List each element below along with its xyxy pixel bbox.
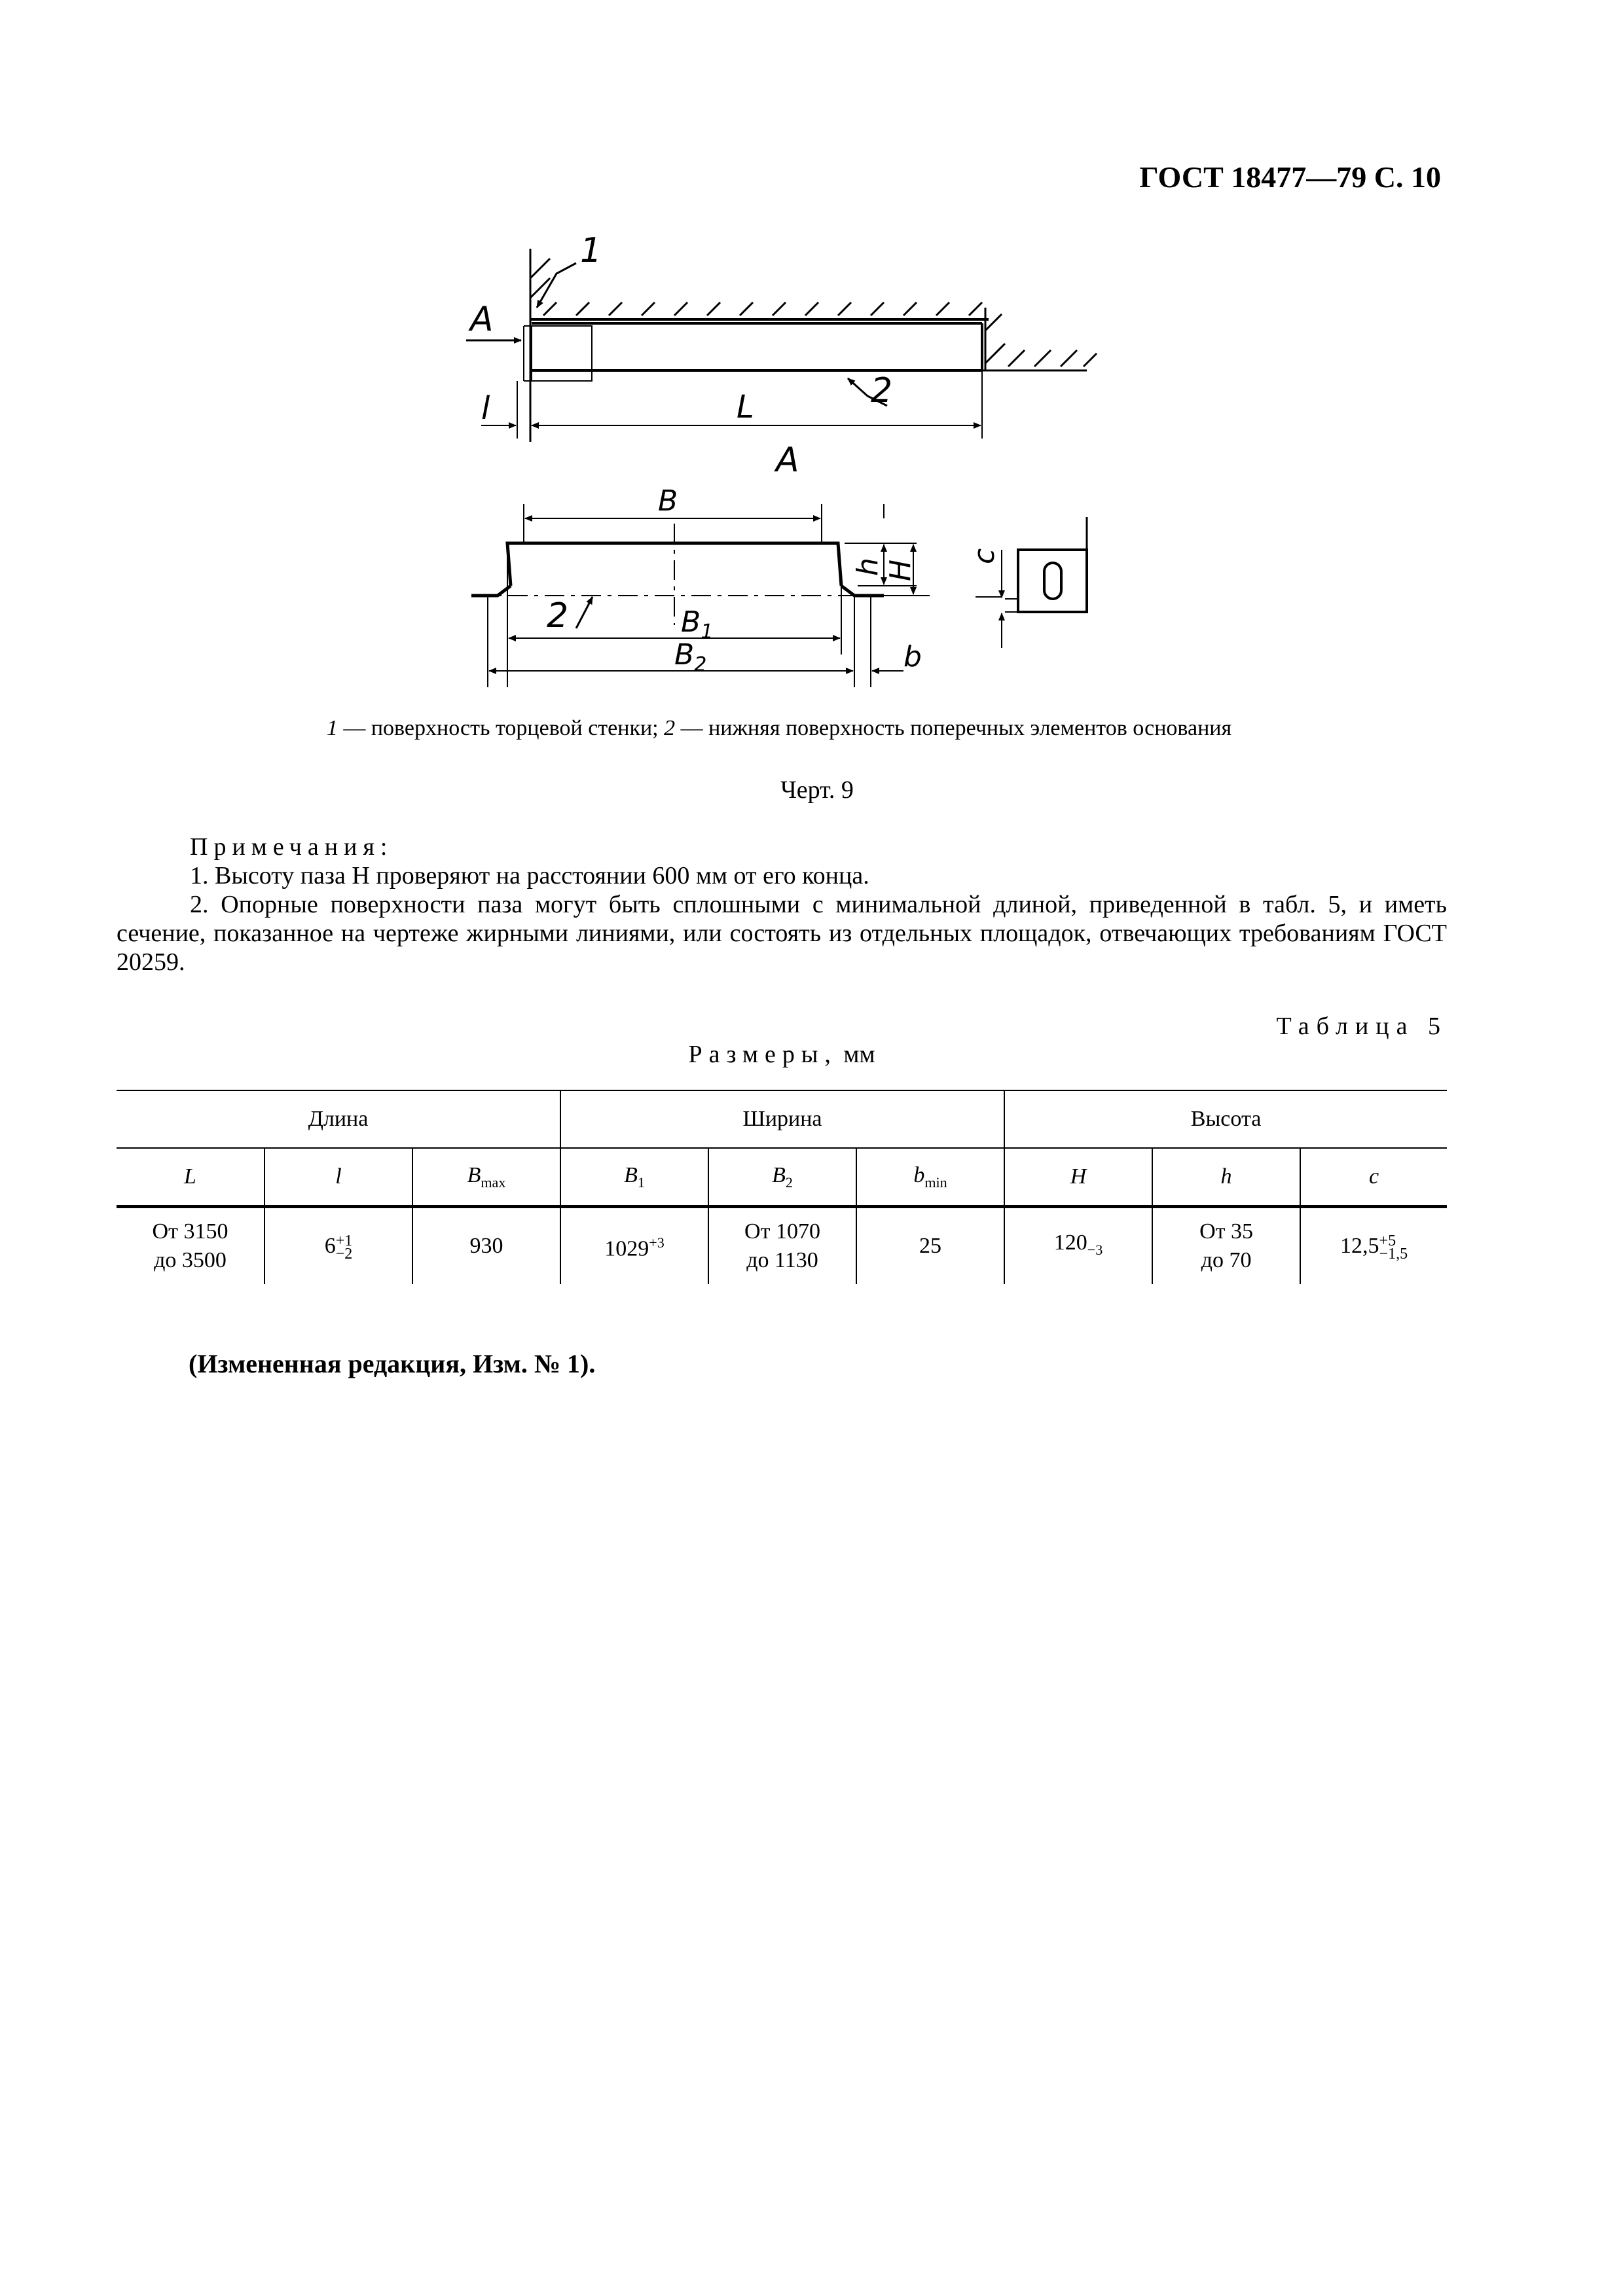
caption-number-1: 1 bbox=[326, 716, 338, 740]
view-arrow-label: A bbox=[470, 300, 494, 339]
cell-c: 12,5+5 −1,5 bbox=[1300, 1207, 1447, 1285]
cell-B2: От 1070 до 1130 bbox=[708, 1207, 856, 1285]
cell-h: От 35 до 70 bbox=[1152, 1207, 1300, 1285]
technical-drawing bbox=[0, 0, 1623, 707]
caption-text-1: — поверхность торцевой стенки; bbox=[337, 716, 665, 740]
leader-2-bottom-label: 2 bbox=[547, 596, 569, 636]
col-H: H bbox=[1004, 1148, 1152, 1207]
page-header: ГОСТ 18477—79 С. 10 bbox=[1139, 160, 1441, 194]
caption-text-2: — нижняя поверхность поперечных элементов основания bbox=[675, 716, 1232, 740]
dim-B-label: B bbox=[658, 484, 678, 518]
dim-B2-label: $B_2$ bbox=[674, 638, 707, 676]
note-item: 1. Высоту паза Н проверяют на расстоянии 600 мм от его конца. bbox=[190, 862, 869, 889]
caption-number-2: 2 bbox=[664, 716, 676, 740]
cell-B1: $1029^{+3}$ bbox=[560, 1207, 708, 1285]
col-h: h bbox=[1152, 1148, 1300, 1207]
col-B1: $B_1$ bbox=[560, 1148, 708, 1207]
dim-h-label: h bbox=[851, 558, 884, 576]
group-height: Высота bbox=[1004, 1090, 1447, 1148]
dim-l-label: l bbox=[481, 390, 490, 427]
cell-l: 6+1 −2 bbox=[264, 1207, 412, 1285]
section-view bbox=[471, 504, 1087, 687]
dim-B1-label: $B_1$ bbox=[681, 605, 714, 643]
group-length: Длина bbox=[117, 1090, 560, 1148]
group-header-row bbox=[117, 1090, 1447, 1148]
dimensions-table bbox=[117, 1090, 1447, 1284]
note-item: 2. Опорные поверхности паза могут быть сплошными с минимальной длиной, приведенной в табл. 5, и иметь сечение, показанное на чертеже жирными линиями, или состоять из отдельных площадок, отвечающих требованиям ГОСТ 20259. bbox=[117, 891, 1447, 976]
figure-caption bbox=[117, 716, 1442, 741]
dim-H-label: H bbox=[884, 559, 917, 581]
cell-bmin: 25 bbox=[856, 1207, 1004, 1285]
table-subtitle-main: Размеры, bbox=[688, 1041, 837, 1068]
cell-Bmax: 930 bbox=[412, 1207, 560, 1285]
table-row bbox=[117, 1207, 1447, 1285]
notes-heading: Примечания: bbox=[190, 833, 393, 861]
column-header-row bbox=[117, 1148, 1447, 1207]
leader-1-label: 1 bbox=[580, 231, 602, 270]
dim-L-label: L bbox=[737, 389, 754, 425]
group-width: Ширина bbox=[560, 1090, 1004, 1148]
col-B2: $B_2$ bbox=[708, 1148, 856, 1207]
view-title: A bbox=[776, 440, 799, 480]
col-Bmax: $B_{max}$ bbox=[412, 1148, 560, 1207]
edition-note: (Измененная редакция, Изм. № 1). bbox=[189, 1349, 596, 1378]
col-c: c bbox=[1300, 1148, 1447, 1207]
side-view bbox=[466, 249, 1097, 442]
col-bmin: $b_{min}$ bbox=[856, 1148, 1004, 1207]
dim-c-label: c bbox=[968, 548, 1001, 564]
col-l: l bbox=[264, 1148, 412, 1207]
table-subtitle bbox=[117, 1040, 1447, 1069]
col-L: L bbox=[117, 1148, 264, 1207]
dim-b-label: b bbox=[903, 640, 922, 673]
table-subtitle-unit: мм bbox=[837, 1041, 875, 1068]
cell-L: От 3150 до 3500 bbox=[152, 1219, 228, 1272]
leader-2-label: 2 bbox=[871, 371, 893, 410]
table-title: Таблица 5 bbox=[1276, 1013, 1448, 1040]
figure-label: Черт. 9 bbox=[780, 776, 854, 804]
cell-H: $120_{-3}$ bbox=[1004, 1207, 1152, 1285]
